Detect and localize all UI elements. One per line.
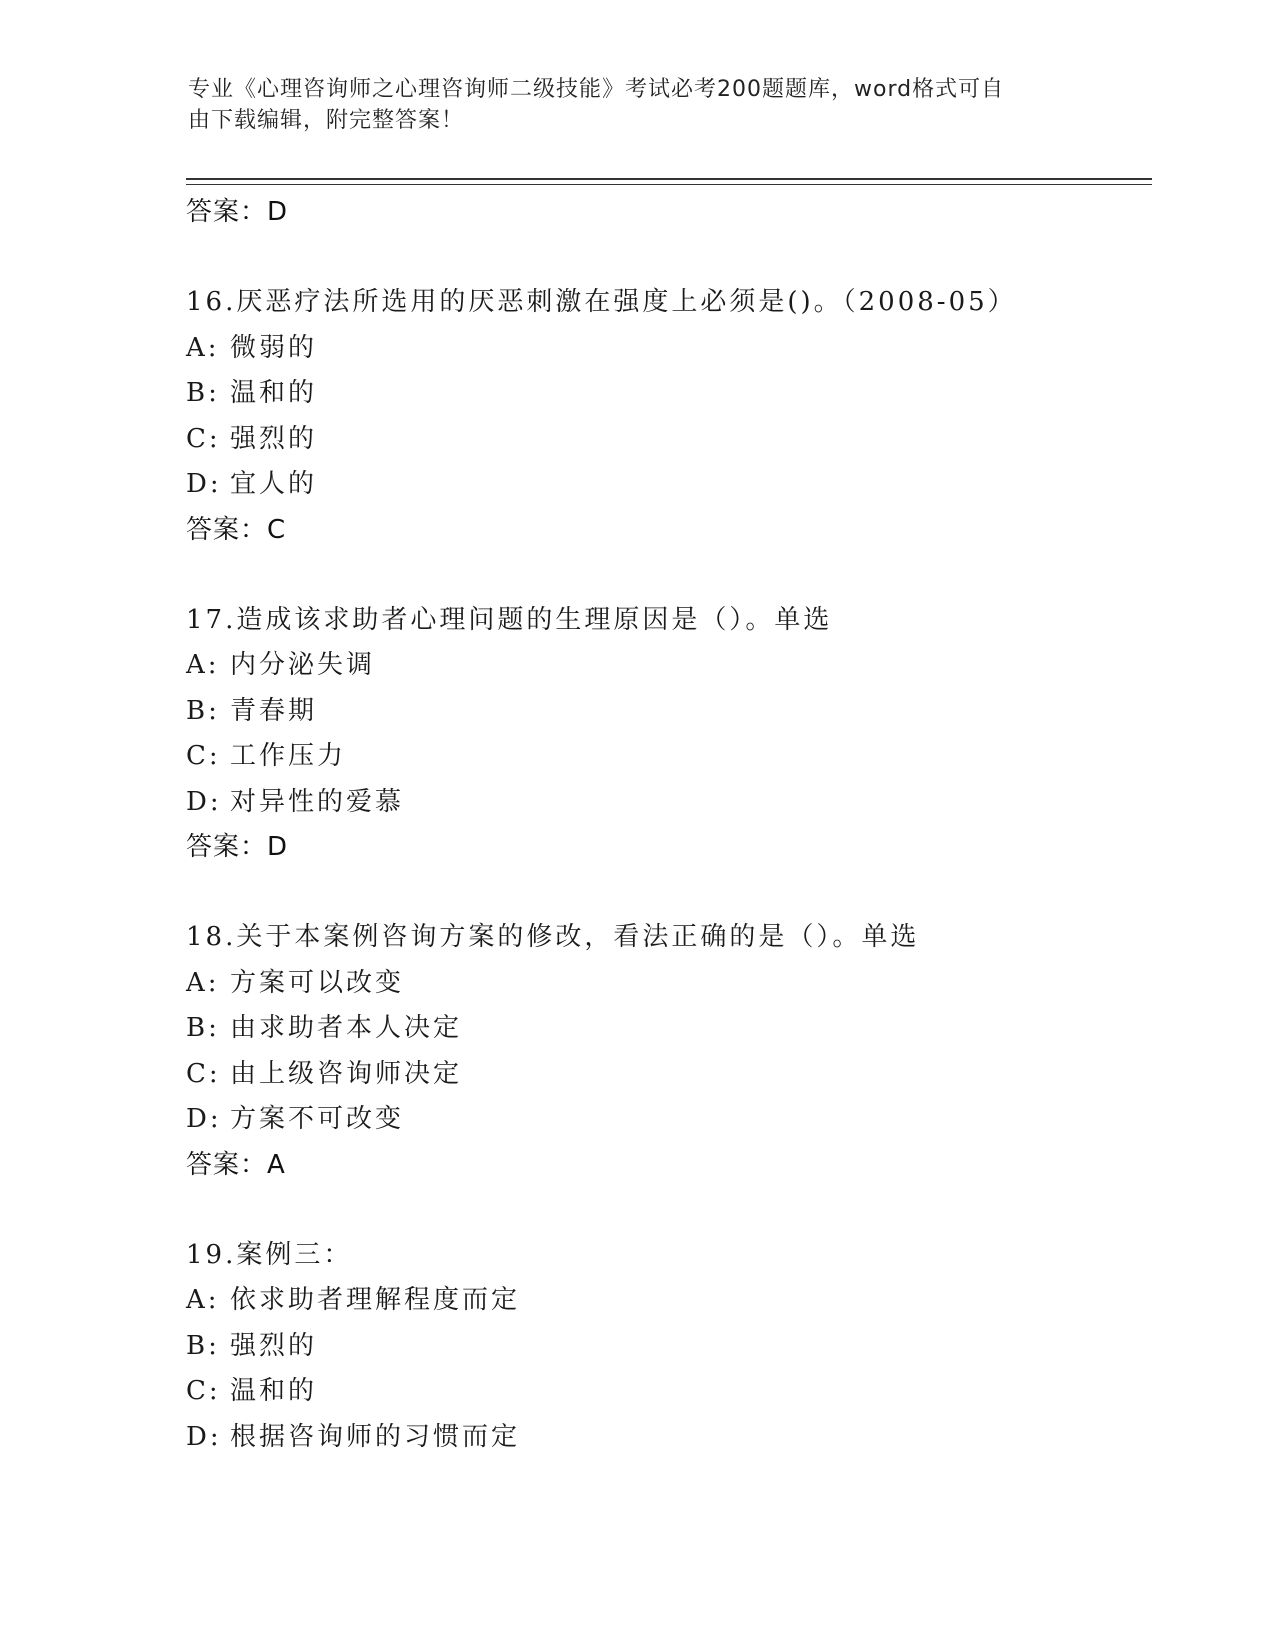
option-letter: A: — [186, 967, 220, 998]
option-letter: C: — [186, 423, 221, 454]
option-text: 依求助者理解程度而定 — [230, 1285, 521, 1315]
option-text: 宜人的 — [230, 469, 318, 499]
option-a — [186, 326, 1146, 372]
option-b — [186, 689, 1146, 735]
option-d — [186, 1415, 1146, 1461]
option-letter: A: — [186, 650, 220, 680]
option-letter: C: — [186, 1376, 221, 1406]
answer-line: 答案：D — [186, 197, 289, 227]
option-letter: B: — [186, 378, 220, 408]
option-text: 强烈的 — [230, 423, 318, 454]
question-18 — [186, 915, 1146, 1188]
answer-line: 答案：C — [186, 514, 287, 545]
option-b — [186, 1324, 1146, 1370]
option-c — [186, 417, 1146, 463]
option-text: 微弱的 — [230, 332, 318, 363]
question-16 — [186, 280, 1146, 553]
question-stem: 19.案例三： — [186, 1239, 353, 1270]
question-19 — [186, 1233, 1146, 1461]
option-letter: B: — [186, 1013, 220, 1043]
header-line-1: 专业《心理咨询师之心理咨询师二级技能》考试必考200题题库，word格式可自 — [188, 77, 1005, 102]
option-letter: B: — [186, 695, 220, 726]
option-d — [186, 1097, 1146, 1143]
question-stem: 17.造成该求助者心理问题的生理原因是（）。单选 — [186, 604, 833, 635]
option-text: 温和的 — [230, 378, 318, 408]
option-letter: D: — [186, 1421, 222, 1452]
option-b — [186, 371, 1146, 417]
option-c — [186, 734, 1146, 780]
option-letter: A: — [186, 332, 220, 363]
option-letter: C: — [186, 1058, 221, 1089]
option-letter: C: — [186, 741, 221, 771]
option-text: 强烈的 — [230, 1330, 318, 1361]
document-header — [188, 74, 1068, 136]
option-text: 对异性的爱慕 — [230, 786, 405, 817]
header-divider-thick — [186, 178, 1152, 180]
option-letter: B: — [186, 1330, 220, 1361]
option-letter: A: — [186, 1285, 220, 1315]
option-text: 温和的 — [230, 1376, 318, 1406]
option-text: 方案不可改变 — [230, 1104, 405, 1134]
option-text: 由上级咨询师决定 — [230, 1058, 463, 1089]
option-a — [186, 961, 1146, 1007]
option-text: 方案可以改变 — [230, 967, 405, 998]
option-c — [186, 1052, 1146, 1098]
question-17 — [186, 598, 1146, 871]
question-stem: 18.关于本案例咨询方案的修改，看法正确的是（）。单选 — [186, 922, 920, 952]
option-text: 内分泌失调 — [230, 650, 376, 680]
option-letter: D: — [186, 1104, 222, 1134]
option-text: 工作压力 — [230, 741, 347, 771]
answer-line: 答案：A — [186, 1149, 286, 1180]
header-line-2: 由下载编辑，附完整答案！ — [188, 108, 465, 133]
option-letter: D: — [186, 786, 222, 817]
option-d — [186, 462, 1146, 508]
option-text: 青春期 — [230, 695, 318, 726]
option-text: 根据咨询师的习惯而定 — [230, 1421, 521, 1452]
option-a — [186, 643, 1146, 689]
option-letter: D: — [186, 469, 222, 499]
header-divider-thin — [186, 184, 1152, 185]
answer-line: 答案：D — [186, 832, 289, 862]
option-d — [186, 780, 1146, 826]
option-a — [186, 1278, 1146, 1324]
option-c — [186, 1369, 1146, 1415]
option-text: 由求助者本人决定 — [230, 1013, 463, 1043]
option-b — [186, 1006, 1146, 1052]
question-list — [186, 190, 1146, 1460]
question-stem: 16.厌恶疗法所选用的厌恶刺激在强度上必须是()。（2008-05） — [186, 287, 1017, 317]
